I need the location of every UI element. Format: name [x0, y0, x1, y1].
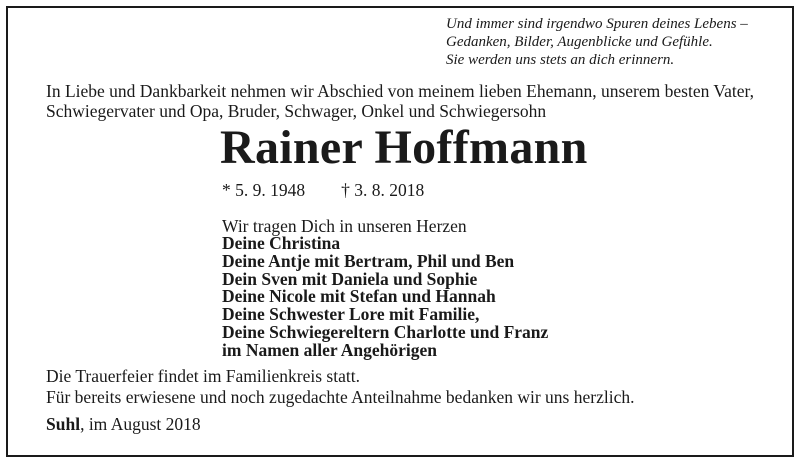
intro-line: In Liebe und Dankbarkeit nehmen wir Abschied von meinem lieben Ehemann, unserem besten Vater,	[46, 81, 754, 101]
mourners-list	[222, 235, 548, 360]
life-dates	[222, 180, 424, 200]
mourner-line: Deine Antje mit Bertram, Phil und Ben	[222, 250, 515, 271]
motto-line: Gedanken, Bilder, Augenblicke und Gefühle.	[446, 34, 713, 50]
signoff-date: , im August 2018	[80, 414, 201, 434]
service-line: Die Trauerfeier findet im Familienkreis statt.	[46, 366, 360, 386]
motto-verse	[446, 15, 786, 69]
heart-line: Wir tragen Dich in unseren Herzen	[222, 216, 467, 236]
deceased-name: Rainer Hoffmann	[220, 121, 588, 174]
service-notice	[46, 366, 634, 408]
motto-line: Sie werden uns stets an dich erinnern.	[446, 52, 675, 68]
intro-line: Schwiegervater und Opa, Bruder, Schwager, Onkel und Schwiegersohn	[46, 100, 547, 121]
mourner-line: Dein Sven mit Daniela und Sophie	[222, 268, 478, 289]
mourner-line: Deine Schwiegereltern Charlotte und Franz	[222, 321, 549, 342]
mourner-line: Deine Nicole mit Stefan und Hannah	[222, 286, 496, 307]
death-date: † 3. 8. 2018	[341, 180, 425, 200]
motto-line: Und immer sind irgendwo Spuren deines Lebens –	[446, 16, 748, 32]
signoff	[46, 414, 201, 435]
signoff-place: Suhl	[46, 414, 81, 434]
mourner-line: im Namen aller Angehörigen	[222, 339, 438, 360]
birth-date: * 5. 9. 1948	[222, 180, 306, 200]
mourner-line: Deine Christina	[222, 233, 341, 253]
thanks-line: Für bereits erwiesene und noch zugedachte Anteilnahme bedanken wir uns herzlich.	[46, 387, 635, 407]
mourner-line: Deine Schwester Lore mit Familie,	[222, 304, 480, 325]
intro-text	[46, 82, 786, 121]
